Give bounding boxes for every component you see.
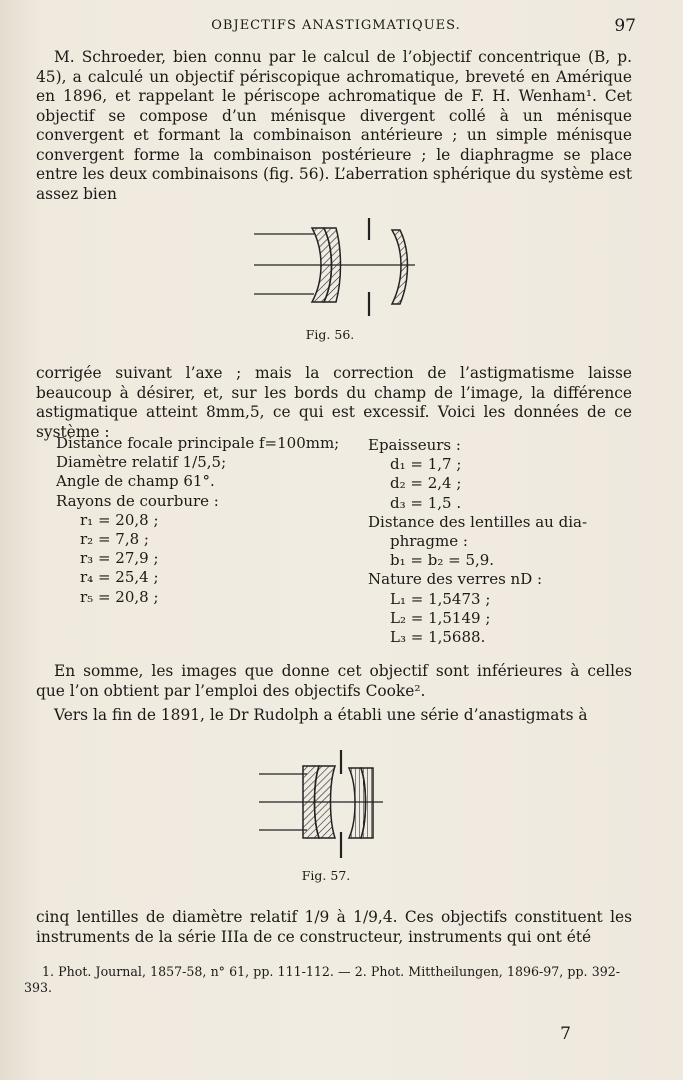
lens-distance-heading-cont: phragme : xyxy=(390,532,468,551)
curvature-radii-heading: Rayons de courbure : xyxy=(56,491,219,510)
footnotes: 1. Phot. Journal, 1857-58, n° 61, pp. 111-112. — 2. Phot. Mittheilungen, 1896-97, pp. 392-393. xyxy=(24,964,620,995)
figure-57-caption: Fig. 57. xyxy=(301,868,351,883)
page-header xyxy=(36,18,636,40)
paragraph-2: corrigée suivant l’axe ; mais la correction de l’astigmatisme laisse beaucoup à désirer, et, sur les bords du champ de l’image, la différence astigmatique atteint 8mm,5, ce qui est excessif. Voici les données de ce système : xyxy=(36,364,632,441)
figure-57-lens-diagram xyxy=(255,748,385,860)
lens-data-left-column xyxy=(56,434,356,607)
field-angle: Angle de champ 61°. xyxy=(56,472,215,491)
lens-data-right-column xyxy=(368,436,630,647)
signature-mark: 7 xyxy=(560,1024,571,1044)
thickness-heading: Epaisseurs : xyxy=(368,436,461,454)
glass-l3: L₃ = 1,5688. xyxy=(390,628,486,647)
radius-r5: r₅ = 20,8 ; xyxy=(80,587,159,606)
glass-nature-heading: Nature des verres nD : xyxy=(368,570,543,589)
radius-r1: r₁ = 20,8 ; xyxy=(80,510,159,529)
paragraph-1: M. Schroeder, bien connu par le calcul de l’objectif concentrique (B, p. 45), a calculé un objectif périscopique achromatique, breveté en Amérique en 1896, et rappelant le périscope achromatique de F. H. Wenham¹. Cet objectif se compose d’un ménisque divergent collé à un ménisque convergent et formant la combinaison antérieure ; un simple ménisque convergent forme la combinaison postérieure ; le diaphragme se place entre les deux combinaisons (fig. 56). L’aberration sphérique du système est assez bien xyxy=(36,48,632,203)
paragraph-3: En somme, les images que donne cet objectif sont inférieures à celles que l’on obtient par l’emploi des objectifs Cooke². xyxy=(36,662,632,700)
radius-r3: r₃ = 27,9 ; xyxy=(80,549,159,568)
thickness-d1: d₁ = 1,7 ; xyxy=(390,455,462,474)
thickness-d3: d₃ = 1,5 . xyxy=(390,493,462,512)
figure-56-caption: Fig. 56. xyxy=(305,327,355,342)
glass-l1: L₁ = 1,5473 ; xyxy=(390,589,491,608)
radius-r2: r₂ = 7,8 ; xyxy=(80,530,149,549)
page-number: 97 xyxy=(614,16,636,36)
lens-distance-heading: Distance des lentilles au dia- xyxy=(368,512,588,531)
radius-r4: r₄ = 25,4 ; xyxy=(80,568,159,587)
thickness-d2: d₂ = 2,4 ; xyxy=(390,474,462,493)
paragraph-4: Vers la fin de 1891, le Dr Rudolph a établi une série d’anastigmats à xyxy=(54,706,588,724)
paragraph-5: cinq lentilles de diamètre relatif 1/9 à 1/9,4. Ces objectifs constituent les instruments de la série IIIa de ce constructeur, instruments qui ont été xyxy=(36,908,632,946)
figure-56-lens-diagram xyxy=(250,210,420,325)
running-title: OBJECTIFS ANASTIGMATIQUES. xyxy=(211,18,461,33)
focal-distance: Distance focale principale f=100mm; xyxy=(56,434,340,452)
relative-diameter: Diamètre relatif 1/5,5; xyxy=(56,453,227,472)
glass-l2: L₂ = 1,5149 ; xyxy=(390,608,491,627)
distance-b: b₁ = b₂ = 5,9. xyxy=(390,551,495,570)
